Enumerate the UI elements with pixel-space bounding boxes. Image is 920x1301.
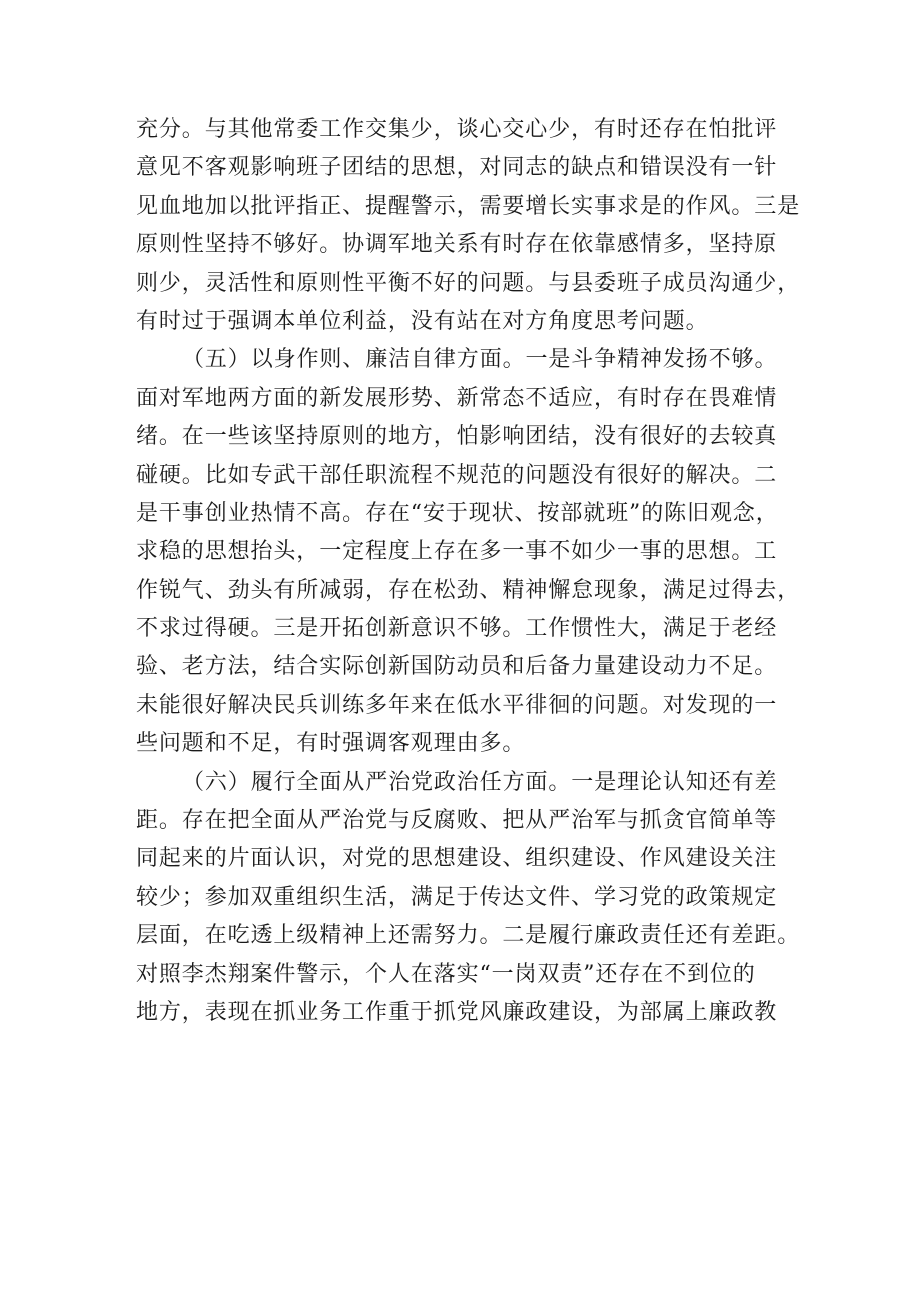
text-line: 距。存在把全面从严治党与反腐败、把从严治军与抓贪官简单等 xyxy=(136,808,778,834)
text-line: 地方，表现在抓业务工作重于抓党风廉政建设，为部属上廉政教 xyxy=(136,999,778,1025)
text-line: 作锐气、劲头有所减弱，存在松劲、精神懈怠现象，满足过得去， xyxy=(136,577,801,603)
paragraph-section-six xyxy=(136,764,808,1033)
text-line: 碰硬。比如专武干部任职流程不规范的问题没有很好的解决。二 xyxy=(136,462,778,488)
text-line: 面对军地两方面的新发展形势、新常态不适应，有时存在畏难情 xyxy=(136,385,778,411)
text-line: 同起来的片面认识，对党的思想建设、组织建设、作风建设关注 xyxy=(136,846,778,872)
text-line: （五）以身作则、廉洁自律方面。一是斗争精神发扬不够。 xyxy=(182,347,778,373)
text-line: 是干事创业热情不高。存在“安于现状、按部就班”的陈旧观念， xyxy=(136,500,779,526)
text-line: 层面，在吃透上级精神上还需努力。二是履行廉政责任还有差距。 xyxy=(136,923,801,949)
text-line: 较少；参加双重组织生活，满足于传达文件、学习党的政策规定 xyxy=(136,884,778,910)
text-line: （六）履行全面从严治党政治任方面。一是理论认知还有差 xyxy=(182,769,778,795)
text-line: 对照李杰翔案件警示，个人在落实“一岗双责”还存在不到位的 xyxy=(136,961,756,987)
text-line: 充分。与其他常委工作交集少，谈心交心少，有时还存在怕批评 xyxy=(136,117,778,142)
text-line: 原则性坚持不够好。协调军地关系有时存在依靠感情多，坚持原 xyxy=(136,232,778,258)
paragraph-section-five xyxy=(136,341,808,763)
text-line: 则少，灵活性和原则性平衡不好的问题。与县委班子成员沟通少， xyxy=(136,270,801,296)
text-line: 有时过于强调本单位利益，没有站在对方角度思考问题。 xyxy=(136,308,709,334)
text-line: 求稳的思想抬头，一定程度上存在多一事不如少一事的思想。工 xyxy=(136,539,778,565)
text-line: 些问题和不足，有时强调客观理由多。 xyxy=(136,731,526,757)
paragraph-continued xyxy=(136,111,808,341)
text-line: 不求过得硬。三是开拓创新意识不够。工作惯性大，满足于老经 xyxy=(136,616,778,642)
document-body xyxy=(136,111,808,1032)
text-line: 验、老方法，结合实际创新国防动员和后备力量建设动力不足。 xyxy=(136,654,778,680)
text-line: 意见不客观影响班子团结的思想，对同志的缺点和错误没有一针 xyxy=(136,155,778,181)
text-line: 见血地加以批评指正、提醒警示，需要增长实事求是的作风。三是 xyxy=(136,193,801,219)
text-line: 未能很好解决民兵训练多年来在低水平徘徊的问题。对发现的一 xyxy=(136,692,778,718)
text-line: 绪。在一些该坚持原则的地方，怕影响团结，没有很好的去较真 xyxy=(136,424,778,450)
